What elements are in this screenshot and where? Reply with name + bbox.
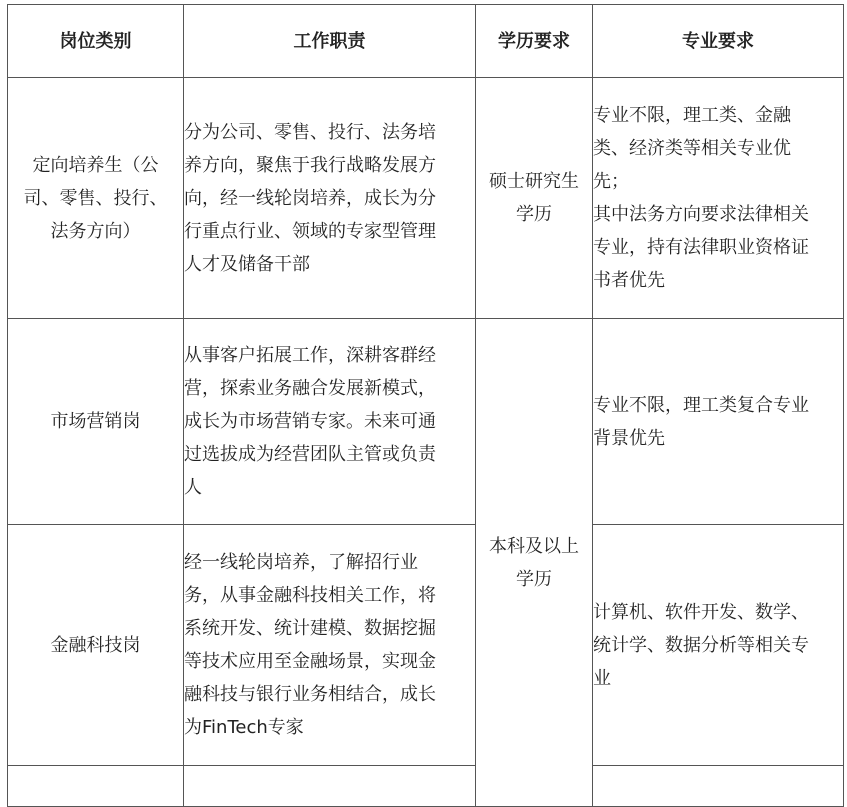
- duty-line: 分为公司、零售、投行、法务培: [184, 121, 436, 143]
- duty-line: 等技术应用至金融场景，实现金: [184, 651, 436, 672]
- duty-cell: [184, 78, 476, 319]
- category-cell: [8, 78, 184, 319]
- duty-cell: [184, 525, 476, 766]
- category-line: 市场营销岗: [50, 411, 141, 432]
- duty-line: 从事客户拓展工作，深耕客群经: [184, 345, 436, 366]
- education-cell: [476, 78, 593, 319]
- major-line: 先；: [593, 171, 629, 192]
- education-line: 学历: [516, 568, 552, 590]
- major-line: 其中法务方向要求法律相关: [593, 204, 809, 225]
- empty-cell: [593, 766, 844, 807]
- duty-line: 人才及储备干部: [184, 253, 310, 275]
- major-line: 业: [593, 667, 611, 689]
- header-education: 学历要求: [476, 5, 593, 78]
- major-line: 统计学、数据分析等相关专: [593, 634, 809, 656]
- major-line: 专业不限，理工类复合专业: [593, 394, 809, 416]
- table-row: [8, 525, 844, 766]
- education-cell-shared: [476, 319, 593, 807]
- duty-line: 人: [184, 477, 202, 498]
- category-line: 定向培养生（公: [32, 154, 159, 176]
- duty-line: 营，探索业务融合发展新模式，: [184, 378, 436, 399]
- duty-line: 融科技与银行业务相结合，成长: [184, 684, 436, 705]
- duty-line: 向，经一线轮岗培养，成长为分: [184, 187, 436, 209]
- duty-line: 成长为市场营销专家。未来可通: [184, 411, 436, 432]
- table-row: [8, 78, 844, 319]
- duty-line: 经一线轮岗培养，了解招行业: [184, 552, 418, 573]
- education-line: 本科及以上: [489, 535, 579, 557]
- duty-line: 过选拔成为经营团队主管或负责: [184, 444, 436, 465]
- empty-cell: [8, 766, 184, 807]
- education-line: 学历: [516, 204, 552, 225]
- major-line: 计算机、软件开发、数学、: [593, 601, 809, 623]
- duty-line: 为FinTech专家: [184, 717, 304, 738]
- major-line: 书者优先: [593, 270, 665, 291]
- major-cell: [593, 78, 844, 319]
- table-row: [8, 319, 844, 525]
- table-row-partial: [8, 766, 844, 807]
- major-cell: [593, 319, 844, 525]
- category-line: 法务方向）: [50, 220, 141, 242]
- duty-line: 系统开发、统计建模、数据挖掘: [184, 618, 436, 639]
- table-header-row: [8, 5, 844, 78]
- header-duties: 工作职责: [184, 5, 476, 78]
- duty-line: 务，从事金融科技相关工作，将: [184, 585, 436, 606]
- major-cell: [593, 525, 844, 766]
- major-line: 类、经济类等相关专业优: [593, 138, 791, 159]
- category-cell: [8, 525, 184, 766]
- job-requirements-table: [7, 4, 844, 807]
- major-line: 专业，持有法律职业资格证: [593, 237, 809, 258]
- category-cell: [8, 319, 184, 525]
- category-line: 司、零售、投行、: [23, 187, 168, 209]
- duty-line: 养方向，聚焦于我行战略发展方: [184, 154, 436, 176]
- header-major: 专业要求: [593, 5, 844, 78]
- education-line: 硕士研究生: [489, 171, 579, 192]
- major-line: 背景优先: [593, 427, 665, 449]
- category-line: 金融科技岗: [50, 634, 141, 656]
- major-line: 专业不限，理工类、金融: [593, 105, 791, 126]
- duty-line: 行重点行业、领域的专家型管理: [184, 220, 436, 242]
- duty-cell: [184, 319, 476, 525]
- empty-cell: [184, 766, 476, 807]
- header-category: 岗位类别: [8, 5, 184, 78]
